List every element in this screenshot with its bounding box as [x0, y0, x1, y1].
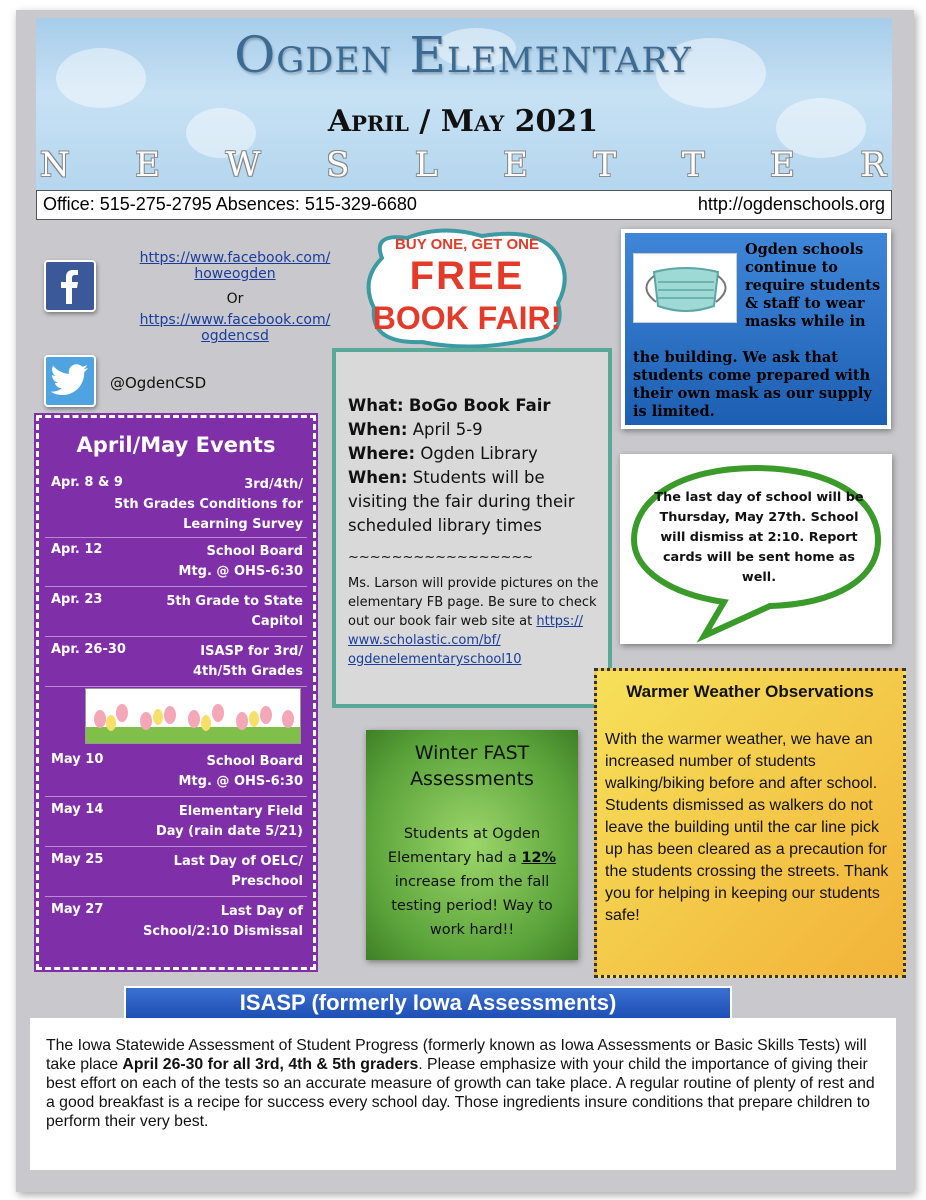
school-title: Ogden Elementary	[234, 26, 692, 84]
book-fair-what: BoGo Book Fair	[408, 396, 551, 415]
when2-label: When:	[348, 468, 408, 487]
fast-box	[366, 730, 578, 960]
facebook-link-howeogden[interactable]: https://www.facebook.com/ howeogden	[139, 250, 331, 282]
book-fair-where: Ogden Library	[420, 444, 538, 463]
issue-date: April / May 2021	[327, 104, 599, 139]
twitter-handle: @OgdenCSD	[110, 374, 207, 392]
event-date: May 25	[51, 852, 104, 867]
event-row	[45, 900, 307, 946]
contact-bar	[36, 190, 892, 220]
what-label: What:	[348, 396, 404, 415]
event-row	[45, 640, 307, 687]
fast-percent: 12%	[521, 850, 557, 866]
last-day-notice	[620, 454, 892, 644]
newsletter-letter: T	[593, 145, 617, 185]
fast-body-text-1: Students at Ogden Elementary had a	[387, 826, 541, 866]
website-link[interactable]: http://ogdenschools.org	[697, 194, 885, 214]
facebook-icon[interactable]	[44, 260, 96, 312]
tulips-image	[85, 688, 301, 744]
event-desc: 3rd/4th/ 5th Grades Conditions for Learning Survey	[114, 477, 303, 532]
newsletter-letter: W	[225, 145, 261, 185]
newsletter-letter: L	[415, 145, 438, 185]
event-date: May 14	[51, 802, 104, 817]
book-fair-logo	[362, 228, 572, 348]
event-row	[45, 800, 307, 847]
newsletter-letter: N	[40, 145, 70, 185]
mask-text-top: Ogden schools continue to require students & staff to wear masks while in	[745, 241, 881, 330]
mask-image	[633, 253, 737, 323]
newsletter-letter: E	[769, 145, 795, 185]
or-text: Or	[226, 291, 244, 307]
events-panel	[36, 415, 316, 970]
mask-notice	[621, 229, 891, 429]
event-row	[45, 473, 307, 538]
book-fair-when: April 5-9	[412, 420, 483, 439]
newsletter-letter: S	[326, 145, 350, 185]
event-row	[45, 850, 307, 897]
newsletter-letter: T	[681, 145, 705, 185]
mask-text-bottom: the building. We ask that students come prepared with their own mask as our supply is limited.	[633, 349, 872, 420]
isasp-body	[46, 1036, 880, 1131]
newsletter-letter: E	[135, 145, 161, 185]
event-date: May 10	[51, 752, 104, 767]
isasp-dates: April 26-30 for all 3rd, 4th & 5th graders	[122, 1056, 419, 1073]
event-desc: School Board Mtg. @ OHS-6:30	[178, 754, 303, 789]
fast-body-text-2: increase from the fall testing period! Way to work hard!!	[391, 874, 553, 938]
book-fair-box	[332, 348, 612, 708]
where-label: Where:	[348, 444, 416, 463]
weather-title: Warmer Weather Observations	[626, 682, 874, 701]
fast-title: Winter FAST Assessments	[410, 742, 534, 790]
event-date: Apr. 12	[51, 542, 103, 557]
book-fair-info	[348, 394, 608, 538]
event-desc: Last Day of School/2:10 Dismissal	[143, 904, 303, 939]
weather-body: With the warmer weather, we have an increased number of students walking/biking before and after school. Students dismissed as walkers do not leave the building until the car line pick up has been cleared as a precaution for the students crossing the streets. Thank you for helping in keeping our students safe!	[605, 731, 889, 924]
book-fair-visit: Students will be visiting the fair during their scheduled library times	[348, 468, 575, 535]
event-desc: 5th Grade to State Capitol	[166, 594, 303, 629]
scholastic-link[interactable]: https:// www.scholastic.com/bf/ ogdenelementaryschool10	[348, 614, 583, 667]
newsletter-word	[40, 145, 886, 185]
facebook-link-ogdencsd[interactable]: https://www.facebook.com/ ogdencsd	[139, 312, 331, 344]
isasp-title: ISASP (formerly Iowa Assessments)	[124, 986, 732, 1020]
event-date: Apr. 8 & 9	[51, 475, 123, 490]
event-date: May 27	[51, 902, 104, 917]
event-desc: ISASP for 3rd/ 4th/5th Grades	[192, 644, 303, 679]
newsletter-letter: E	[503, 145, 528, 185]
when-label: When:	[348, 420, 408, 439]
event-row	[45, 750, 307, 797]
logo-book-fair: BOOK FAIR!	[372, 300, 562, 336]
event-row	[45, 590, 307, 637]
newsletter-letter: R	[860, 145, 886, 185]
isasp-text-1: The Iowa Statewide Assessment of Student Progress (formerly known as Iowa Assessments or Basic Skills Tests) will take place	[46, 1037, 867, 1073]
event-row	[45, 540, 307, 587]
event-desc: School Board Mtg. @ OHS-6:30	[178, 544, 303, 579]
book-fair-note	[348, 574, 610, 669]
fast-body	[376, 822, 568, 942]
isasp-box	[30, 1018, 896, 1170]
weather-box	[594, 668, 906, 978]
twitter-icon[interactable]	[44, 355, 96, 407]
divider: ~~~~~~~~~~~~~~~~~	[348, 550, 534, 565]
book-fair-note-text: Ms. Larson will provide pictures on the elementary FB page. Be sure to check out our book fair web site at	[348, 576, 599, 629]
event-date: Apr. 26-30	[51, 642, 126, 657]
last-day-text: The last day of school will be Thursday, May 27th. School will dismiss at 2:10. Report cards will be sent home as well.	[654, 490, 864, 585]
event-desc: Last Day of OELC/ Preschool	[173, 854, 303, 889]
event-desc: Elementary Field Day (rain date 5/21)	[156, 804, 303, 839]
event-date: Apr. 23	[51, 592, 103, 607]
logo-bogo: BUY ONE, GET ONE	[395, 236, 539, 253]
isasp-text-2: . Please emphasize with your child the importance of giving their best effort on each of the tests so an accurate measure of growth can take place. A regular routine of plenty of rest and a good breakfast is a recipe for success every school day. Those ingredients insure conditions that prepare children to perform their very best.	[46, 1056, 875, 1130]
logo-free: FREE	[409, 254, 525, 298]
events-title: April/May Events	[76, 433, 276, 457]
office-phone: Office: 515-275-2795 Absences: 515-329-6680	[43, 194, 417, 214]
